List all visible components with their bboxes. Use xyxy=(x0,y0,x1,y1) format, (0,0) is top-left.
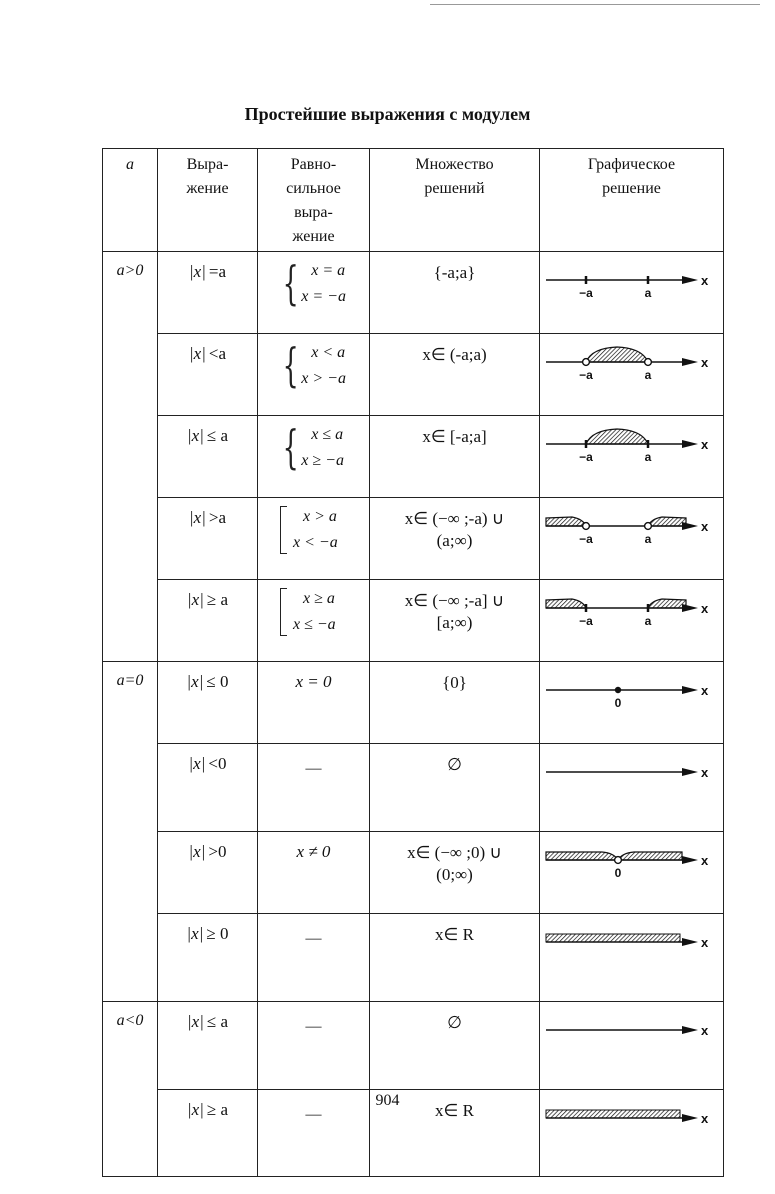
solution-set-cell xyxy=(370,498,540,580)
equation-line: x ≥ a xyxy=(303,590,335,607)
union-bracket xyxy=(276,586,369,638)
solution-set-cell xyxy=(370,914,540,1002)
graph-cell xyxy=(540,416,724,498)
header-a: a xyxy=(103,149,158,252)
case-label: a<0 xyxy=(103,1002,158,1177)
axis-arrow-icon xyxy=(682,276,698,284)
table-row xyxy=(103,832,724,914)
abs-x: |x| xyxy=(186,672,204,691)
open-point xyxy=(645,523,652,530)
header-equivalent: Равно- сильное выра- жение xyxy=(258,149,370,252)
number-line-graph xyxy=(540,580,722,650)
relation: =a xyxy=(208,262,227,281)
tick-label: a xyxy=(644,286,652,300)
relation: ≥ a xyxy=(206,590,229,609)
solution-set-continued: (0;∞) xyxy=(436,865,473,884)
solution-region-right xyxy=(648,517,686,526)
open-point xyxy=(583,359,590,366)
axis-label: x xyxy=(701,683,709,698)
expression-cell xyxy=(158,914,258,1002)
expression-cell xyxy=(158,498,258,580)
axis-arrow-icon xyxy=(682,604,698,612)
case-label: a>0 xyxy=(103,252,158,662)
axis-label: x xyxy=(701,601,709,616)
equation-line: x = a xyxy=(311,262,346,279)
expression-cell xyxy=(158,662,258,744)
equivalent-cell: — xyxy=(258,914,370,1002)
open-point xyxy=(645,359,652,366)
number-line-graph xyxy=(540,498,722,568)
equation-line: x < a xyxy=(311,344,346,361)
number-line-graph xyxy=(540,832,722,902)
graph-cell xyxy=(540,334,724,416)
equivalent-cell: x ≠ 0 xyxy=(258,832,370,914)
graph-cell xyxy=(540,832,724,914)
header-solution-set: Множество решений xyxy=(370,149,540,252)
abs-x: |x| xyxy=(186,1100,204,1119)
solution-set-cell xyxy=(370,334,540,416)
axis-label: x xyxy=(701,1023,709,1038)
abs-x: |x| xyxy=(186,924,204,943)
tick-label: a xyxy=(644,450,652,464)
case-label: a=0 xyxy=(103,662,158,1002)
expression-cell xyxy=(158,832,258,914)
axis-label: x xyxy=(701,355,709,370)
table-row xyxy=(103,416,724,498)
equivalent-cell: — xyxy=(258,1090,370,1177)
tick-label: −a xyxy=(579,532,593,546)
graph-cell xyxy=(540,580,724,662)
relation: <a xyxy=(208,344,227,363)
solution-set: ∅ xyxy=(447,1013,462,1032)
tick-label: −a xyxy=(579,286,593,300)
solution-set-cell xyxy=(370,744,540,832)
relation: >a xyxy=(208,508,227,527)
solution-set: x∈ (−∞ ;0) ∪ xyxy=(407,843,502,862)
table-row xyxy=(103,744,724,832)
solution-set: x∈ (-a;a) xyxy=(422,345,487,364)
bracket-icon xyxy=(280,588,287,636)
equivalent-cell xyxy=(258,334,370,416)
system-brace xyxy=(276,422,369,474)
system-brace xyxy=(276,340,369,392)
expression-cell xyxy=(158,580,258,662)
solution-region-left xyxy=(546,517,586,526)
solution-region-left xyxy=(546,852,618,860)
abs-x: |x| xyxy=(188,262,206,281)
header-row xyxy=(103,149,724,252)
relation: <0 xyxy=(208,754,227,773)
graph-cell xyxy=(540,744,724,832)
number-line-graph xyxy=(540,662,722,732)
axis-arrow-icon xyxy=(682,440,698,448)
number-line-graph xyxy=(540,334,722,404)
axis-arrow-icon xyxy=(682,856,698,864)
abs-x: |x| xyxy=(188,508,206,527)
equivalent-cell: — xyxy=(258,1002,370,1090)
axis-label: x xyxy=(701,273,709,288)
equivalent-cell xyxy=(258,416,370,498)
expression-cell xyxy=(158,416,258,498)
abs-x: |x| xyxy=(188,754,206,773)
page-number: 904 xyxy=(375,1092,400,1109)
axis-arrow-icon xyxy=(682,686,698,694)
brace-icon: { xyxy=(282,338,299,392)
closed-point xyxy=(615,687,621,693)
graph-cell xyxy=(540,252,724,334)
graph-cell xyxy=(540,914,724,1002)
bracket-icon xyxy=(280,506,287,554)
number-line-graph xyxy=(540,416,722,486)
relation: ≤ a xyxy=(206,1012,229,1031)
equation-line: x = −a xyxy=(301,288,346,305)
axis-arrow-icon xyxy=(682,768,698,776)
relation: ≤ 0 xyxy=(206,672,229,691)
number-line-graph xyxy=(540,252,722,322)
abs-x: |x| xyxy=(186,426,204,445)
solution-region-right xyxy=(618,852,682,860)
solution-set: {-a;a} xyxy=(433,263,476,282)
abs-x: |x| xyxy=(186,590,204,609)
solution-region-full xyxy=(546,1110,680,1118)
axis-arrow-icon xyxy=(682,358,698,366)
solution-set: x∈ R xyxy=(435,1101,474,1120)
axis-label: x xyxy=(701,1111,709,1126)
solution-set-cell xyxy=(370,252,540,334)
relation: ≥ a xyxy=(206,1100,229,1119)
solution-set-continued: (a;∞) xyxy=(436,531,473,550)
axis-arrow-icon xyxy=(682,522,698,530)
equivalent-cell xyxy=(258,498,370,580)
open-point xyxy=(583,523,590,530)
axis-arrow-icon xyxy=(682,1114,698,1122)
equivalent-cell xyxy=(258,252,370,334)
equivalent-cell: — xyxy=(258,744,370,832)
table-row xyxy=(103,580,724,662)
solution-region xyxy=(586,347,648,362)
solution-region-left xyxy=(546,599,586,608)
expression-cell xyxy=(158,334,258,416)
tick-label: −a xyxy=(579,368,593,382)
open-point xyxy=(615,857,622,864)
solution-set: x∈ (−∞ ;-a) ∪ xyxy=(404,509,505,528)
tick-label: a xyxy=(644,614,652,628)
tick-label: a xyxy=(644,368,652,382)
solution-set: x∈ (−∞ ;-a] ∪ xyxy=(404,591,505,610)
expression-cell xyxy=(158,252,258,334)
graph-cell xyxy=(540,498,724,580)
solution-set: x∈ [-a;a] xyxy=(422,427,487,446)
page-title: Простейшие выражения с модулем xyxy=(244,104,531,124)
tick-label: a xyxy=(644,532,652,546)
abs-x: |x| xyxy=(186,1012,204,1031)
equivalent-cell: x = 0 xyxy=(258,662,370,744)
graph-cell xyxy=(540,1002,724,1090)
abs-x: |x| xyxy=(188,842,206,861)
solution-set-cell xyxy=(370,580,540,662)
header-expression: Выра- жение xyxy=(158,149,258,252)
solution-set-cell xyxy=(370,416,540,498)
tick-label: −a xyxy=(579,450,593,464)
number-line-graph xyxy=(540,1002,722,1072)
solution-region-right xyxy=(648,599,686,608)
tick-label: 0 xyxy=(614,696,622,710)
expression-cell xyxy=(158,1002,258,1090)
relation: ≤ a xyxy=(206,426,229,445)
table-row xyxy=(103,914,724,1002)
axis-arrow-icon xyxy=(682,938,698,946)
solution-set: ∅ xyxy=(447,755,462,774)
equation-line: x ≥ −a xyxy=(301,452,344,469)
axis-label: x xyxy=(701,765,709,780)
axis-label: x xyxy=(701,853,709,868)
axis-arrow-icon xyxy=(682,1026,698,1034)
header-graphical-solution: Графическое решение xyxy=(540,149,724,252)
expression-cell xyxy=(158,744,258,832)
abs-x: |x| xyxy=(188,344,206,363)
modulus-table xyxy=(102,148,724,1177)
equation-line: x < −a xyxy=(293,534,338,551)
equation-line: x ≤ −a xyxy=(293,616,336,633)
number-line-graph xyxy=(540,744,722,814)
top-rule xyxy=(430,4,760,5)
equation-line: x > −a xyxy=(301,370,346,387)
solution-set-cell xyxy=(370,662,540,744)
table-row xyxy=(103,662,724,744)
solution-set: x∈ R xyxy=(435,925,474,944)
relation: ≥ 0 xyxy=(206,924,229,943)
table-row xyxy=(103,498,724,580)
brace-icon: { xyxy=(282,256,299,310)
axis-label: x xyxy=(701,437,709,452)
solution-set-cell xyxy=(370,1002,540,1090)
table-row xyxy=(103,1002,724,1090)
union-bracket xyxy=(276,504,369,556)
equation-line: x > a xyxy=(303,508,337,525)
equivalent-cell xyxy=(258,580,370,662)
relation: >0 xyxy=(208,842,227,861)
solution-set: {0} xyxy=(442,673,467,692)
tick-label: 0 xyxy=(614,866,622,880)
table-row xyxy=(103,252,724,334)
graph-cell xyxy=(540,662,724,744)
axis-label: x xyxy=(701,935,709,950)
tick-label: −a xyxy=(579,614,593,628)
solution-set-continued: [a;∞) xyxy=(436,613,473,632)
number-line-graph xyxy=(540,914,722,984)
brace-icon: { xyxy=(282,420,299,474)
solution-region-full xyxy=(546,934,680,942)
solution-set-cell xyxy=(370,832,540,914)
equation-line: x ≤ a xyxy=(311,426,344,443)
system-brace xyxy=(276,258,369,310)
table-row xyxy=(103,334,724,416)
solution-region xyxy=(586,429,648,444)
axis-label: x xyxy=(701,519,709,534)
